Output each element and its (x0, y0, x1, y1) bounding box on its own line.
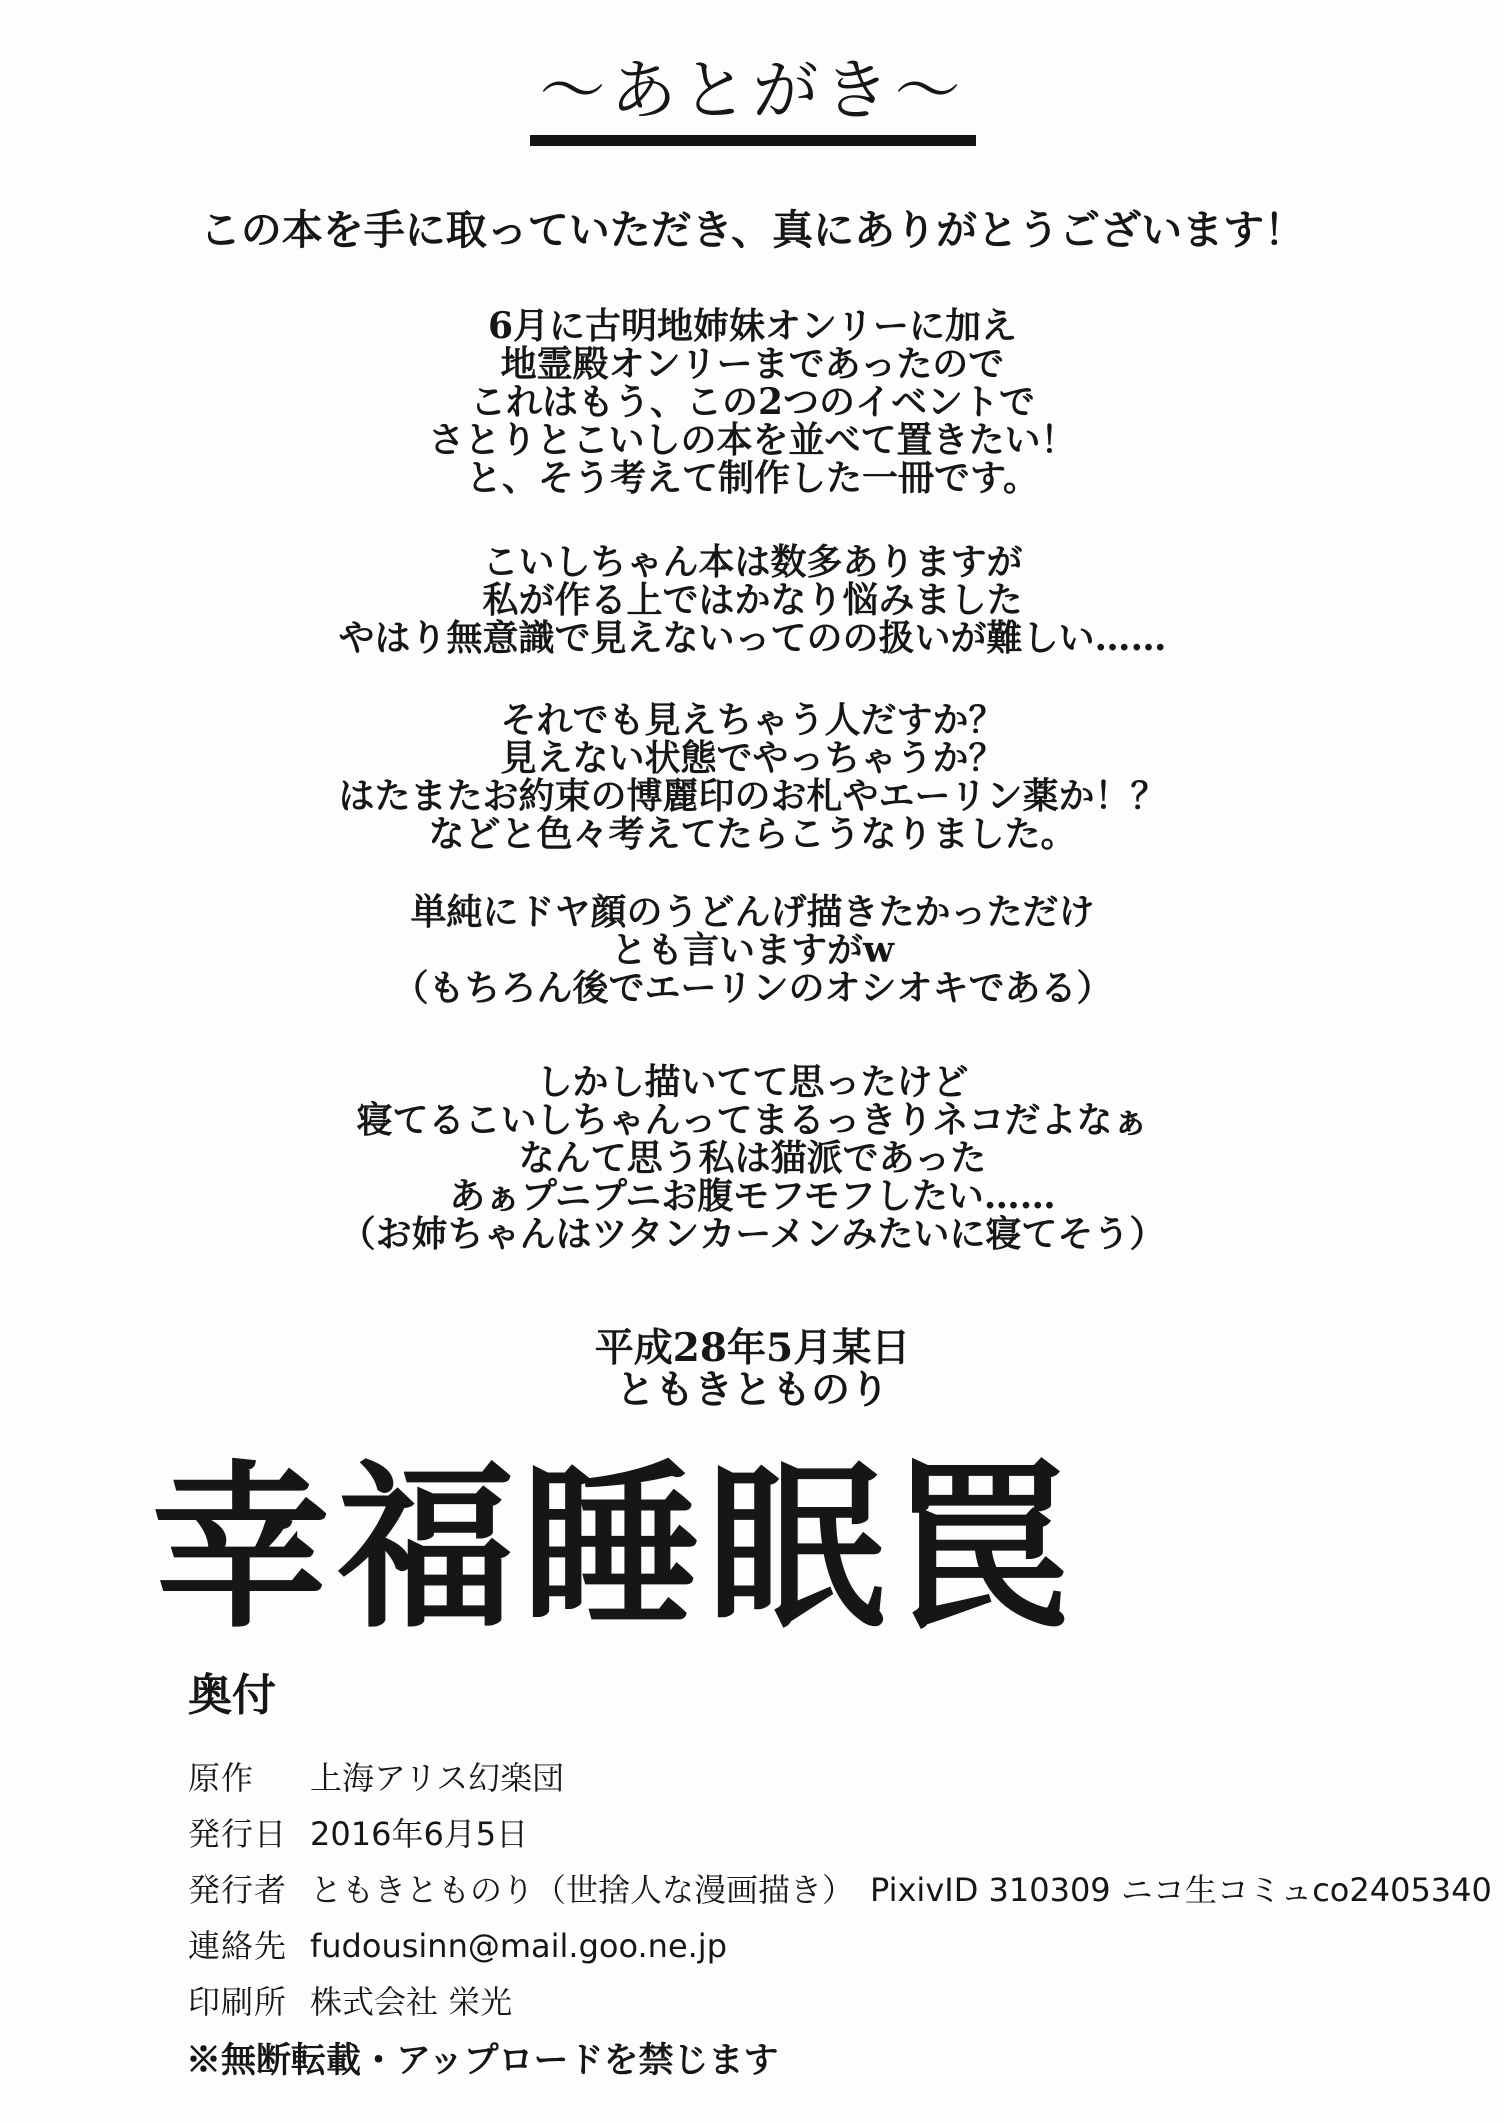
afterword-line: 単純にドヤ顔のうどんげ描きたかっただけ (410, 891, 1095, 934)
copyright-notice: ※無断転載・アップロードを禁じます (186, 2040, 779, 2082)
afterword-line: 地霊殿オンリーまであったので (500, 343, 1005, 386)
afterword-title-wrap (0, 0, 1505, 146)
colophon-value: 上海アリス幻楽団 (310, 1759, 565, 1798)
afterword-line: 私が作る上ではかなり悩みました (482, 579, 1023, 622)
colophon-value: ともきとものり（世捨人な漫画描き） PixivID 310309 ニコ生コミュco2405340 (310, 1871, 1492, 1910)
afterword-line: と、そう考えて制作した一冊です。 (465, 457, 1040, 500)
afterword-line: これはもう、この2つのイベントで (469, 381, 1036, 424)
colophon-value: 株式会社 栄光 (310, 1983, 513, 2022)
afterword-line: しかし描いてて思ったけど (536, 1061, 969, 1104)
afterword-line: （お姉ちゃんはツタンカーメンみたいに寝てそう） (339, 1213, 1166, 1256)
colophon-label: 連絡先 (188, 1927, 288, 1966)
afterword-paragraph (0, 699, 1505, 856)
colophon-value: 2016年6月5日 (310, 1815, 529, 1854)
afterword-paragraph (0, 541, 1505, 660)
afterword-paragraph (0, 1061, 1505, 1256)
colophon-row-publisher (188, 1871, 1505, 1910)
book-title: 幸福睡眠罠 (152, 1445, 1077, 1653)
colophon-contact-email: fudousinn@mail.goo.ne.jp (310, 1927, 727, 1966)
date-signature-block (0, 1325, 1505, 1414)
colophon-row-printer (188, 1983, 1505, 2022)
afterword-line: それでも見えちゃう人だすか？ (500, 699, 1005, 742)
afterword-line: 寝てるこいしちゃんってまるっきりネコだよなぁ (356, 1099, 1149, 1142)
afterword-line: さとりとこいしの本を並べて置きたい！ (428, 419, 1077, 462)
afterword-line: とも言いますがw (611, 929, 894, 972)
afterword-paragraph (0, 891, 1505, 1010)
date-line: 平成28年5月某日 (594, 1325, 911, 1372)
afterword-line: 見えない状態でやっちゃうか？ (500, 737, 1005, 780)
colophon-row-contact (188, 1927, 1505, 1966)
afterword-line: こいしちゃん本は数多ありますが (482, 541, 1023, 584)
afterword-line: （もちろん後でエーリンのオシオキである） (392, 967, 1113, 1010)
colophon-label: 発行日 (188, 1815, 288, 1854)
afterword-line: などと色々考えてたらこうなりました。 (428, 813, 1077, 856)
afterword-paragraph (0, 305, 1505, 500)
colophon-row-publication-date (188, 1815, 1505, 1854)
afterword-line: やはり無意識で見えないってのの扱いが難しい…… (338, 617, 1167, 660)
colophon-label: 原作 (188, 1759, 255, 1798)
afterword-title: ～あとがき～ (530, 56, 976, 146)
colophon (0, 1669, 1505, 2082)
colophon-label: 印刷所 (188, 1983, 288, 2022)
thanks-line: この本を手に取っていただき、真にありがとうございます！ (199, 206, 1306, 255)
author-signature: ともきとものり (615, 1367, 889, 1414)
colophon-rows (188, 1759, 1505, 2022)
afterword-line: はたまたお約束の博麗印のお札やエーリン薬か！？ (338, 775, 1167, 818)
afterword-line: なんて思う私は猫派であった (518, 1137, 987, 1180)
colophon-label: 発行者 (188, 1871, 288, 1910)
afterword-line: 6月に古明地姉妹オンリーに加え (487, 305, 1018, 348)
colophon-heading: 奥付 (188, 1669, 276, 1721)
afterword-line: あぁプニプニお腹モフモフしたい…… (449, 1175, 1056, 1218)
colophon-row-original-work (188, 1759, 1505, 1798)
